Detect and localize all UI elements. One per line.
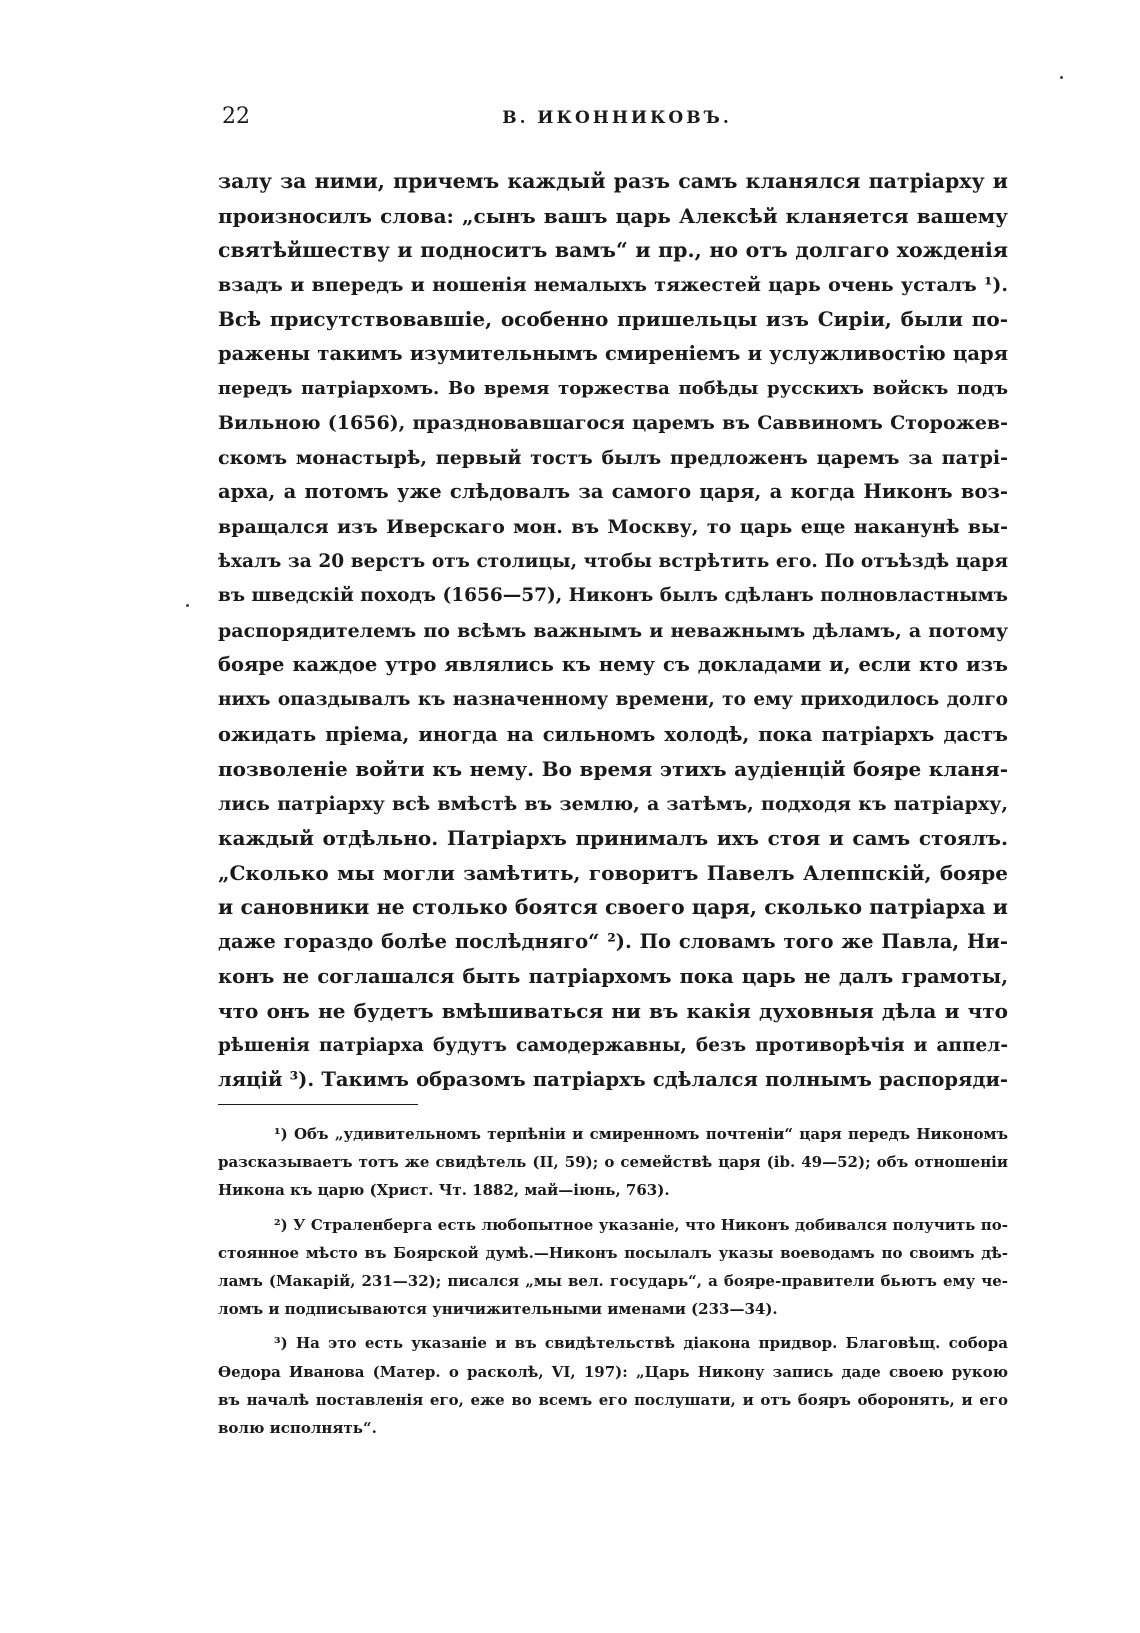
text-line: лись патріарху всѣ вмѣстѣ въ землю, а затѣмъ, подходя къ патріарху, bbox=[218, 792, 1008, 815]
footnote-line: стоянное мѣсто въ Боярской думѣ.—Никонъ посылалъ указы воеводамъ по своимъ дѣ- bbox=[218, 1243, 1008, 1262]
footnote-line: Никона къ царю (Христ. Чт. 1882, май—іюнь, 763). bbox=[218, 1181, 670, 1200]
text-line: ляцій ³). Такимъ образомъ патріархъ сдѣлался полнымъ распоряди- bbox=[218, 1068, 1008, 1092]
text-line: бояре каждое утро являлись къ нему съ докладами и, если кто изъ bbox=[218, 653, 1008, 677]
text-line: что онъ не будетъ вмѣшиваться ни въ какія духовныя дѣла и что bbox=[218, 999, 1008, 1024]
text-line: нихъ опаздывалъ къ назначенному времени, то ему приходилось долго bbox=[218, 688, 1008, 710]
footnote-3 bbox=[218, 1329, 1008, 1442]
footnote-line: Ѳедора Иванова (Матер. о расколѣ, VI, 197): „Царь Никону запись даде своею рукою bbox=[218, 1362, 1008, 1381]
text-line: конъ не соглашался быть патріархомъ пока царь не далъ грамоты, bbox=[218, 964, 1008, 988]
footnote-divider bbox=[218, 1104, 418, 1105]
footnote-2 bbox=[218, 1211, 1008, 1324]
main-text bbox=[218, 164, 1008, 1098]
text-line: въ шведскій походъ (1656—57), Никонъ былъ сдѣланъ полновластнымъ bbox=[218, 585, 1008, 607]
text-line: „Сколько мы могли замѣтить, говоритъ Павелъ Алеппскій, бояре bbox=[218, 860, 1008, 885]
text-line: позволеніе войти къ нему. Во время этихъ аудіенцій бояре кланя- bbox=[218, 757, 1008, 782]
text-line: ожидать пріема, иногда на сильномъ холодѣ, пока патріархъ дастъ bbox=[218, 722, 1008, 746]
footnote-line: ³) На это есть указаніе и въ свидѣтельствѣ діакона придвор. Благовѣщ. собора bbox=[274, 1334, 1008, 1353]
text-line: даже гораздо болѣе послѣдняго“ ²). По словамъ того же Павла, Ни- bbox=[218, 930, 1008, 954]
text-line: распорядителемъ по всѣмъ важнымъ и неважнымъ дѣламъ, а потому bbox=[218, 619, 1008, 642]
scan-speck bbox=[186, 604, 189, 607]
text-line: Всѣ присутствовавшіе, особенно пришельцы изъ Сиріи, были по- bbox=[218, 307, 1008, 332]
text-line: ѣхалъ за 20 верстъ отъ столицы, чтобы встрѣтить его. По отъѣздѣ царя bbox=[218, 550, 1008, 572]
footnote-line: разсказываетъ тотъ же свидѣтель (II, 59); о семействѣ царя (ib. 49—52); объ отношеніи bbox=[218, 1153, 1008, 1172]
footnote-line: въ началѣ поставленія его, еже во всемъ его послушати, и отъ бояръ оборонять, и его bbox=[218, 1390, 1008, 1409]
text-line: передъ патріархомъ. Во время торжества побѣды русскихъ войскъ подъ bbox=[218, 377, 1008, 399]
text-line: скомъ монастырѣ, первый тостъ былъ предложенъ царемъ за патрі- bbox=[218, 446, 1008, 469]
text-line: взадъ и впередъ и ношенія немалыхъ тяжестей царь очень усталъ ¹). bbox=[218, 273, 1008, 296]
running-title: В. ИКОННИКОВЪ. bbox=[502, 108, 732, 128]
footnote-line: ламъ (Макарій, 231—32); писался „мы вел. государь“, а бояре-правители бьютъ ему че- bbox=[218, 1271, 1008, 1290]
scan-speck bbox=[1060, 76, 1063, 79]
text-line: каждый отдѣльно. Патріархъ принималъ ихъ стоя и самъ стоялъ. bbox=[218, 826, 1008, 851]
text-line: вращался изъ Иверскаго мон. въ Москву, то царь еще наканунѣ вы- bbox=[218, 515, 1008, 538]
footnote-line: ²) У Страленберга есть любопытное указаніе, что Никонъ добивался получить по- bbox=[274, 1215, 1008, 1234]
text-line: арха, а потомъ уже слѣдовалъ за самого царя, а когда Никонъ воз- bbox=[218, 480, 1008, 504]
page-header bbox=[222, 104, 1012, 136]
text-line: рѣшенія патріарха будутъ самодержавны, безъ противорѣчія и аппел- bbox=[218, 1034, 1008, 1056]
text-line: ражены такимъ изумительнымъ смиреніемъ и услужливостію царя bbox=[218, 341, 1008, 365]
footnotes bbox=[218, 1120, 1008, 1442]
footnote-line: волю исполнять“. bbox=[218, 1418, 377, 1437]
text-line: произносилъ слова: „сынъ вашъ царь Алексѣй кланяется вашему bbox=[218, 203, 1008, 228]
text-line: и сановники не столько боятся своего царя, сколько патріарха и bbox=[218, 895, 1008, 920]
footnote-line: ломъ и подписываются уничижительными именами (233—34). bbox=[218, 1300, 778, 1319]
footnote-line: ¹) Объ „удивительномъ терпѣніи и смиренномъ почтеніи“ царя передъ Никономъ bbox=[274, 1125, 1008, 1143]
text-line: Вильною (1656), праздновавшагося царемъ въ Саввиномъ Сторожев- bbox=[218, 412, 1008, 435]
text-line: залу за ними, причемъ каждый разъ самъ кланялся патріарху и bbox=[218, 169, 1008, 193]
page-number: 22 bbox=[222, 104, 250, 129]
text-line: святѣйшеству и подноситъ вамъ“ и пр., но отъ долгаго хожденія bbox=[218, 238, 1008, 263]
footnote-1 bbox=[218, 1120, 1008, 1205]
